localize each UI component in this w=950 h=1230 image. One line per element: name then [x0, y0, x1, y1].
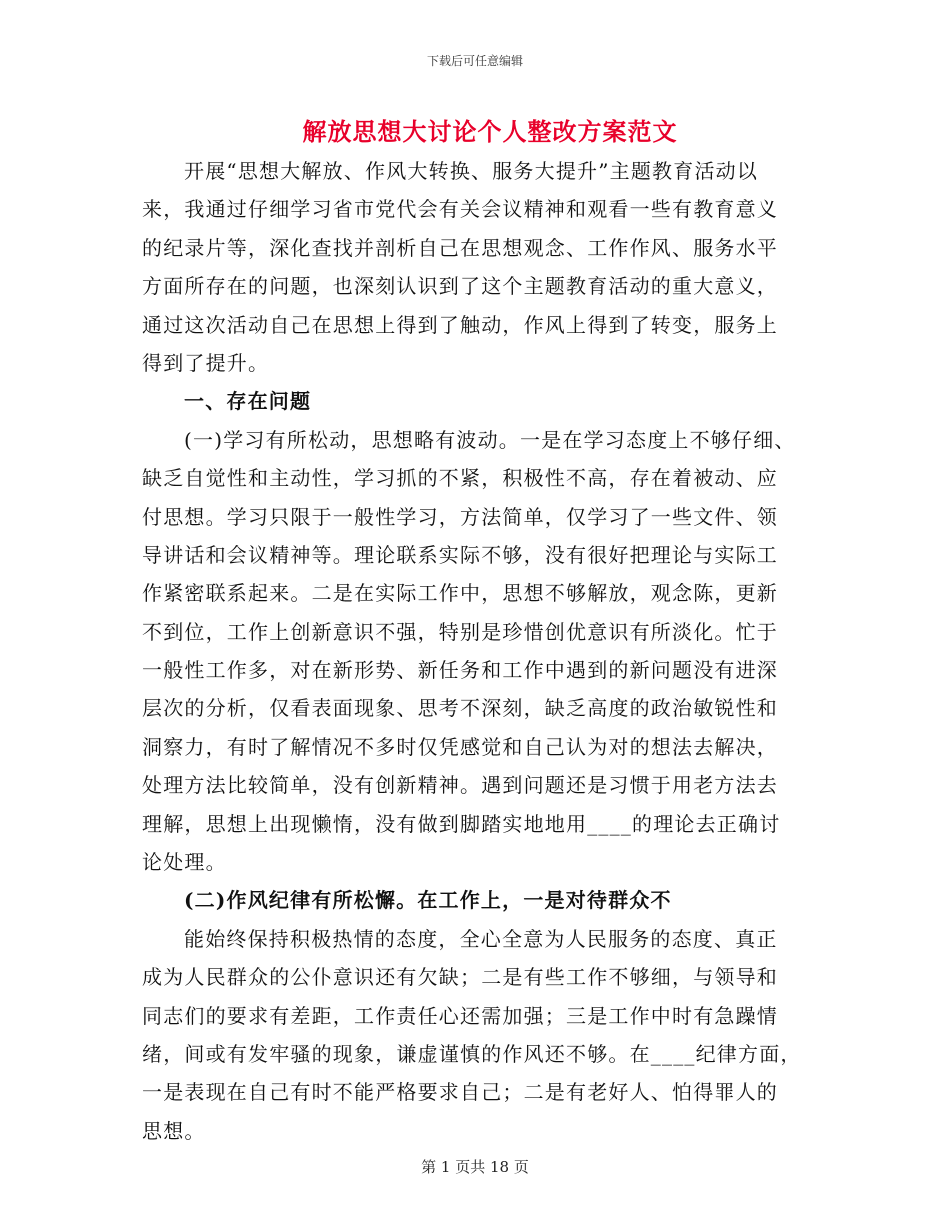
body-line: 思想。: [142, 1118, 206, 1143]
body-line: 来，我通过仔细学习省市党代会有关会议精神和观看一些有教育意义: [142, 197, 778, 222]
body-line: 的纪录片等，深化查找并剖析自己在思想观念、工作作风、服务水平: [142, 235, 778, 260]
body-line: 方面所存在的问题，也深刻认识到了这个主题教育活动的重大意义，: [142, 274, 778, 299]
document-body: [142, 152, 817, 1150]
body-line: 付思想。学习只限于一般性学习，方法简单，仅学习了一些文件、领: [142, 504, 778, 529]
body-line: 成为人民群众的公仆意识还有欠缺；二是有些工作不够细，与领导和: [142, 965, 778, 990]
body-line: 一般性工作多，对在新形势、新任务和工作中遇到的新问题没有进深: [142, 658, 778, 683]
document-title: 解放思想大讨论个人整改方案范文: [302, 117, 678, 146]
body-line: 同志们的要求有差距，工作责任心还需加强；三是工作中时有急躁情: [142, 1003, 778, 1028]
body-line: 通过这次活动自己在思想上得到了触动，作风上得到了转变，服务上: [142, 312, 778, 337]
body-line: 层次的分析，仅看表面现象、思考不深刻，缺乏高度的政治敏锐性和: [142, 696, 778, 721]
body-line: (一)学习有所松动，思想略有波动。一是在学习态度上不够仔细、: [184, 427, 796, 452]
body-line: 得到了提升。: [142, 350, 270, 375]
page-header-note: 下载后可任意编辑: [426, 54, 523, 68]
body-line: 能始终保持积极热情的态度，全心全意为人民服务的态度、真正: [184, 926, 778, 951]
body-line: 论处理。: [142, 850, 227, 875]
body-line: 理解，思想上出现懒惰，没有做到脚踏实地地用____的理论去正确讨: [142, 811, 781, 836]
body-line: 处理方法比较简单，没有创新精神。遇到问题还是习惯于用老方法去: [142, 773, 778, 798]
body-line: 开展“思想大解放、作风大转换、服务大提升”主题教育活动以: [184, 159, 759, 183]
body-line: 洞察力，有时了解情况不多时仅凭感觉和自己认为对的想法去解决，: [142, 734, 778, 759]
body-line: 不到位，工作上创新意识不强，特别是珍惜创优意识有所淡化。忙于: [142, 619, 778, 644]
subsection-heading: (二)作风纪律有所松懈。在工作上，一是对待群众不: [184, 888, 672, 913]
body-line: 作紧密联系起来。二是在实际工作中，思想不够解放，观念陈，更新: [142, 581, 778, 606]
page-footer: 第 1 页共 18 页: [421, 1158, 529, 1176]
body-line: 一是表现在自己有时不能严格要求自己；二是有老好人、怕得罪人的: [142, 1080, 778, 1105]
section-heading: 一、存在问题: [184, 389, 312, 414]
body-line: 绪，间或有发牢骚的现象，谦虚谨慎的作风还不够。在____纪律方面，: [142, 1041, 802, 1066]
body-line: 导讲话和会议精神等。理论联系实际不够，没有很好把理论与实际工: [142, 542, 778, 567]
body-line: 缺乏自觉性和主动性，学习抓的不紧，积极性不高，存在着被动、应: [142, 466, 778, 491]
